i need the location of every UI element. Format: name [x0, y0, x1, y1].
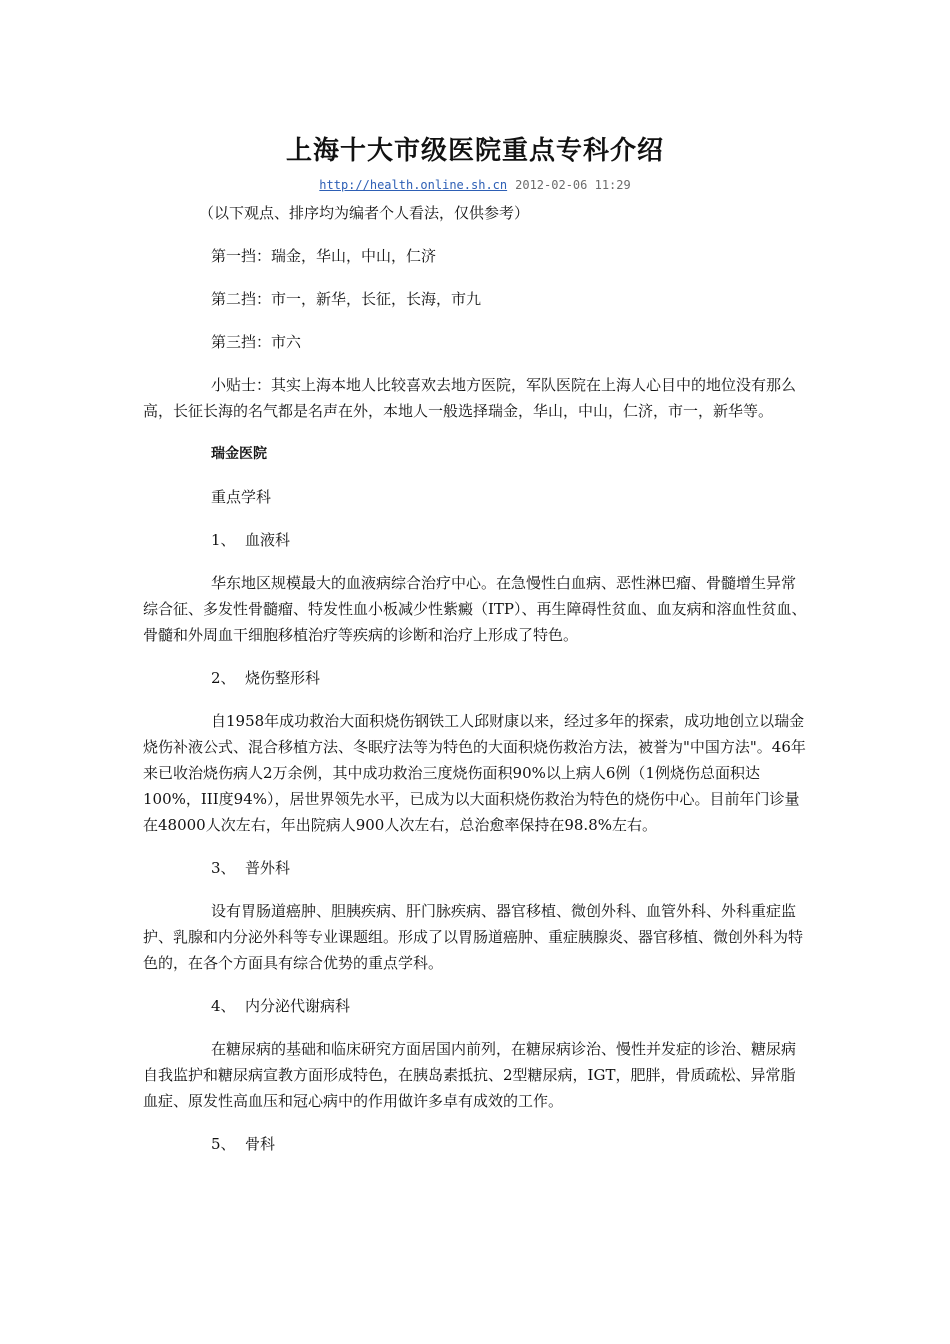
document-title: 上海十大市级医院重点专科介绍: [285, 136, 664, 166]
department-name: 普外科: [245, 859, 291, 877]
tier-2: 第二挡：市一，新华，长征，长海，市九: [211, 290, 482, 308]
department-name: 血液科: [245, 531, 291, 549]
department-heading: [143, 855, 808, 881]
department-number: 3、: [211, 859, 236, 877]
department-description: 设有胃肠道癌肿、胆胰疾病、肝门脉疾病、器官移植、微创外科、血管外科、外科重症监护、乳腺和内分泌外科等专业课题组。形成了以胃肠道癌肿、重症胰腺炎、器官移植、微创外科为特色的，在各个方面具有综合优势的重点学科。: [143, 902, 804, 972]
department-name: 骨科: [245, 1135, 276, 1153]
department-number: 4、: [211, 997, 236, 1015]
department-heading: [143, 993, 808, 1019]
department-number: 1、: [211, 531, 236, 549]
department-heading: [143, 527, 808, 553]
department-name: 内分泌代谢病科: [245, 997, 351, 1015]
article-body: [143, 200, 808, 1157]
publish-datetime: 2012-02-06 11:29: [515, 178, 631, 192]
section-label: 重点学科: [211, 488, 272, 506]
tier-3: 第三挡：市六: [211, 333, 302, 351]
department-description: 华东地区规模最大的血液病综合治疗中心。在急慢性白血病、恶性淋巴瘤、骨髓增生异常综合征、多发性骨髓瘤、特发性血小板减少性紫癜（ITP）、再生障碍性贫血、血友病和溶血性贫血、骨髓和外周血干细胞移植治疗等疾病的诊断和治疗上形成了特色。: [143, 574, 807, 644]
department-heading: [143, 1131, 808, 1157]
source-line: [0, 178, 950, 192]
tier-1: 第一挡：瑞金，华山，中山，仁济: [211, 247, 437, 265]
editor-note: （以下观点、排序均为编者个人看法，仅供参考）: [199, 204, 530, 222]
department-description: 在糖尿病的基础和临床研究方面居国内前列，在糖尿病诊治、慢性并发症的诊治、糖尿病自我监护和糖尿病宣教方面形成特色，在胰岛素抵抗、2型糖尿病，IGT，肥胖，骨质疏松、异常脂血症、原发性高血压和冠心病中的作用做许多卓有成效的工作。: [143, 1040, 797, 1110]
hospital-heading: 瑞金医院: [211, 446, 267, 462]
department-name: 烧伤整形科: [245, 669, 321, 687]
department-description: 自1958年成功救治大面积烧伤钢铁工人邱财康以来，经过多年的探索，成功地创立以瑞金烧伤补液公式、混合移植方法、冬眠疗法等为特色的大面积烧伤救治方法，被誉为"中国方法"。46年来已收治烧伤病人2万余例，其中成功救治三度烧伤面积90%以上病人6例（1例烧伤总面积达100%，III度94%），居世界领先水平，已成为以大面积烧伤救治为特色的烧伤中心。目前年门诊量在48000人次左右，年出院病人900人次左右，总治愈率保持在98.8%左右。: [143, 712, 806, 834]
tip-paragraph: 小贴士：其实上海本地人比较喜欢去地方医院，军队医院在上海人心目中的地位没有那么高，长征长海的名气都是名声在外，本地人一般选择瑞金，华山，中山，仁济，市一，新华等。: [143, 376, 797, 420]
department-number: 2、: [211, 669, 236, 687]
source-link[interactable]: http://health.online.sh.cn: [319, 178, 508, 192]
department-heading: [143, 665, 808, 691]
department-number: 5、: [211, 1135, 236, 1153]
